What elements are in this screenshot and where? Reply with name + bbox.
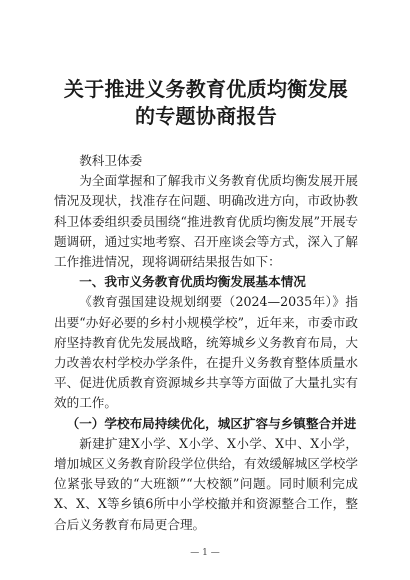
schools-paragraph: 新建扩建X小学、X小学、X小学、X中、X小学，增加城区义务教育阶段学位供给，有效缓解城区学校学位紧张导致的“大班额”“大校额”问题。同时顺利完成X、X、X等乡镇6所中小学校撤并和资源整合工作，整合后义务教育布局更合理。: [54, 435, 358, 532]
document-body: [54, 151, 358, 535]
document-title: 关于推进义务教育优质均衡发展的专题协商报告: [63, 77, 349, 128]
intro-paragraph: 为全面掌握和了解我市义务教育优质均衡发展开展情况及现状，找准存在问题、明确改进方向，市政协教科卫体委组织委员围绕“推进教育优质均衡发展”开展专题调研，通过实地考察、召开座谈会等方式，深入了解工作推进情况，现将调研结果报告如下：: [54, 173, 358, 270]
author-line: 教科卫体委: [79, 153, 143, 168]
policy-paragraph: 《教育强国建设规划纲要（2024—2035年）》指出要“办好必要的乡村小规模学校”，近年来，市委市政府坚持教育优先发展战略，统筹城乡义务教育布局，大力改善农村学校办学条件，在提升义务教育整体质量水平、促进优质教育资源城乡共享等方面做了大量扎实有效的工作。: [54, 294, 358, 411]
section-heading: 一、我市义务教育优质均衡发展基本情况: [79, 274, 306, 290]
subsection-heading: （一）学校布局持续优化，城区扩容与乡镇整合并进: [66, 415, 357, 431]
page-number: — 1 —: [190, 548, 220, 558]
